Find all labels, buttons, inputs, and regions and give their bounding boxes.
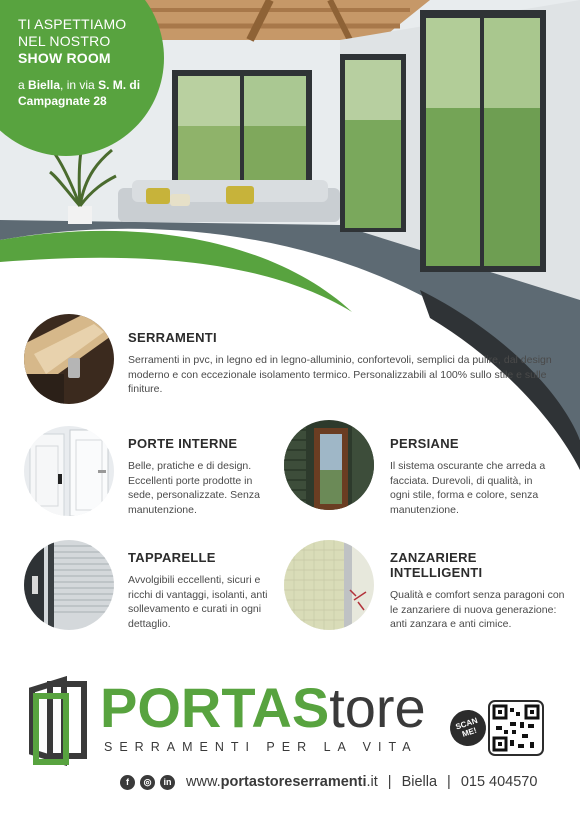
website-link[interactable] (186, 774, 378, 790)
linkedin-icon[interactable]: in (160, 775, 175, 790)
badge-addr-mid: , in via (60, 78, 95, 92)
facebook-icon[interactable]: f (120, 775, 135, 790)
brand-name-part2: tore (329, 676, 426, 739)
badge-addr-city: Biella (28, 78, 61, 92)
separator: | (387, 774, 392, 790)
qr-code[interactable] (488, 700, 544, 756)
section-body: Belle, pratiche e di design. Eccellenti porte prodotte in sede, personalizzate. Senza manutenzione. (128, 460, 260, 516)
qr-code-icon (492, 704, 540, 752)
section-body: Il sistema oscurante che arreda a facciata. Durevoli, di qualità, in ogni stile, forma e colore, senza manutenzione. (390, 460, 546, 516)
badge-addr-prefix: a (18, 78, 25, 92)
brand-wordmark (100, 678, 426, 738)
section-serramenti (128, 330, 558, 397)
section-title: ZANZARIERE INTELLIGENTI (390, 550, 483, 580)
brand-name-part1: PORTAS (100, 676, 330, 739)
badge-addr-street: S. M. di Campagnate 28 (18, 78, 141, 108)
serramenti-photo (24, 314, 114, 404)
scan-me-badge: SCAN ME! (445, 705, 490, 750)
badge-line-3: SHOW ROOM (18, 50, 111, 66)
contact-bar (120, 770, 537, 794)
web-prefix: www. (186, 774, 221, 790)
section-zanzariere (390, 550, 565, 632)
instagram-icon[interactable]: ◎ (140, 775, 155, 790)
section-title: SERRAMENTI (128, 330, 217, 345)
badge-line-2: NEL NOSTRO (18, 33, 111, 49)
section-body: Qualità e comfort senza paragoni con le zanzariere di nuova generazione: anti zanzara e anti cimice. (390, 589, 565, 630)
contact-city: Biella (401, 774, 438, 790)
brand-logo (28, 676, 568, 766)
section-tapparelle (128, 550, 268, 631)
tapparelle-photo (24, 540, 114, 630)
brand-tagline: SERRAMENTI PER LA VITA (104, 740, 418, 754)
contact-phone[interactable]: 015 404570 (460, 774, 538, 790)
section-title: PERSIANE (390, 436, 459, 451)
section-persiane (390, 436, 555, 517)
section-title: PORTE INTERNE (128, 436, 238, 451)
section-title: TAPPARELLE (128, 550, 216, 565)
persiane-photo (284, 420, 374, 510)
section-body: Serramenti in pvc, in legno ed in legno-alluminio, confortevoli, semplici da pulire, dal design moderno e con eccezionale isolamento termico. Personalizzabili al 100% sullo stile e sulle finiture. (128, 354, 552, 395)
web-suffix: .it (366, 774, 378, 790)
porte-interne-photo (24, 426, 114, 516)
section-body: Avvolgibili eccellenti, sicuri e ricchi di vantaggi, isolanti, anti sollevamento e curati in ogni dettaglio. (128, 574, 268, 630)
section-porte-interne (128, 436, 268, 517)
separator: | (447, 774, 451, 790)
web-domain: portastoreserramenti (220, 774, 367, 790)
zanzariere-photo (284, 540, 374, 630)
badge-line-1: TI ASPETTIAMO (18, 16, 127, 32)
window-logo-icon (28, 676, 94, 766)
